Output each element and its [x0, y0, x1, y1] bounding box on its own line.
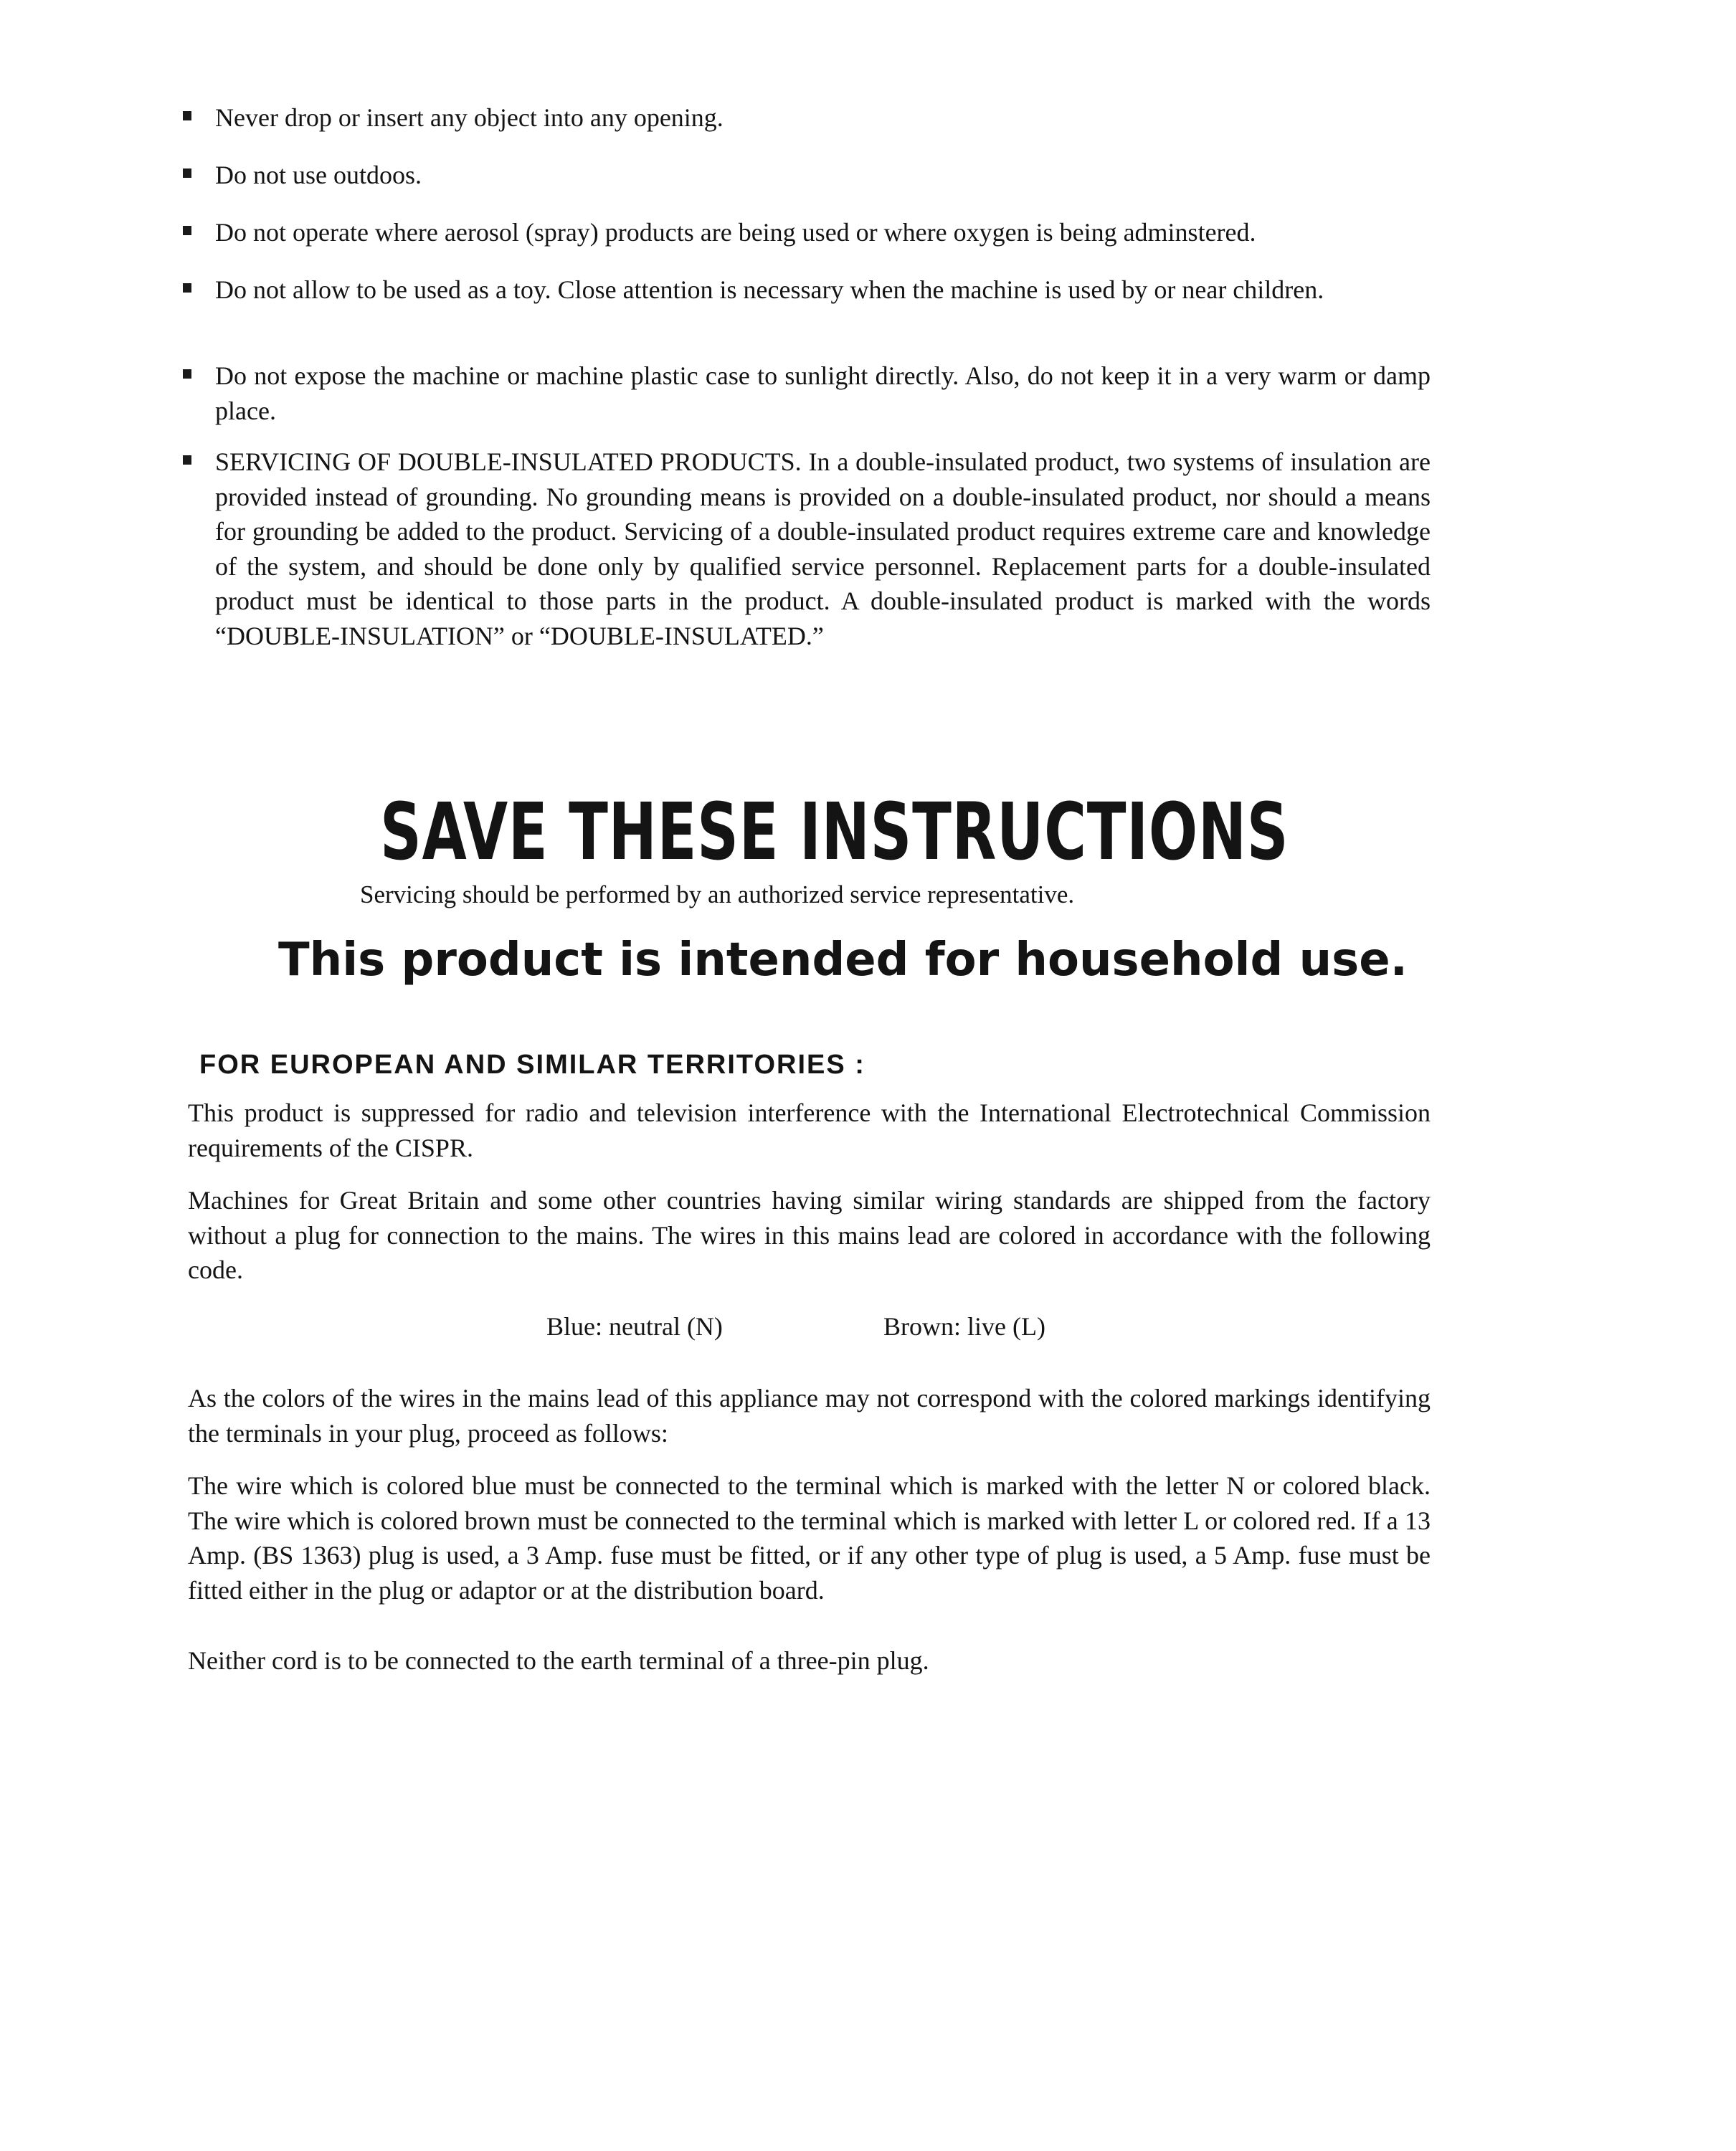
bullet-square-icon	[183, 168, 191, 178]
household-use-notice: This product is intended for household use.	[278, 934, 1408, 987]
wire-colors-paragraph: As the colors of the wires in the mains lead of this appliance may not correspond with the colored markings identifying the terminals in your plug, proceed as follows:	[188, 1384, 1431, 1448]
safety-bullet-text: Do not allow to be used as a toy. Close attention is necessary when the machine is used by or near children.	[215, 275, 1324, 304]
safety-bullet-text: Do not operate where aerosol (spray) products are being used or where oxygen is being adminstered.	[215, 218, 1256, 247]
wire-connection-paragraph: The wire which is colored blue must be connected to the terminal which is marked with the letter N or colored black. The wire which is colored brown must be connected to the terminal which is marked with letter L or colored red. If a 13 Amp. (BS 1363) plug is used, a 3 Amp. fuse must be fitted, or if any other type of plug is used, a 5 Amp. fuse must be fitted either in the plug or adaptor or at the distribution board.	[188, 1471, 1431, 1605]
cispr-paragraph: This product is suppressed for radio and television interference with the International Electrotechnical Commission requirements of the CISPR.	[188, 1098, 1431, 1162]
wire-code-blue: Blue: neutral (N)	[546, 1312, 723, 1341]
safety-bullet-item	[215, 215, 1431, 250]
bullet-square-icon	[183, 369, 191, 379]
safety-bullet-text: Never drop or insert any object into any opening.	[215, 103, 724, 132]
safety-bullet-item	[215, 358, 1431, 428]
safety-bullet-item	[215, 445, 1431, 653]
save-instructions-title: SAVE THESE INSTRUCTIONS	[380, 786, 1289, 878]
wiring-standards-paragraph: Machines for Great Britain and some other countries having similar wiring standards are shipped from the factory without a plug for connection to the mains. The wires in this mains lead are colored in accordance with the following code.	[188, 1186, 1431, 1284]
european-territories-heading: FOR EUROPEAN AND SIMILAR TERRITORIES :	[199, 1050, 865, 1080]
safety-bullet-text: SERVICING OF DOUBLE-INSULATED PRODUCTS. In a double-insulated product, two systems of insulation are provided instead of grounding. No grounding means is provided on a double-insulated product, nor should a means for grounding be added to the product. Servicing of a double-insulated product requires extreme care and knowledge of the system, and should be done only by qualified service personnel. Replacement parts for a double-insulated product must be identical to those parts in the product. A double-insulated product is marked with the words “DOUBLE-INSULATION” or “DOUBLE-INSULATED.”	[215, 447, 1431, 650]
bullet-square-icon	[183, 283, 191, 293]
earth-terminal-paragraph: Neither cord is to be connected to the earth terminal of a three-pin plug.	[188, 1646, 929, 1675]
bullet-square-icon	[183, 226, 191, 235]
safety-bullet-item	[215, 158, 1431, 193]
wire-code-brown: Brown: live (L)	[883, 1312, 1045, 1341]
safety-bullet-item	[215, 100, 1431, 136]
service-note: Servicing should be performed by an authorized service representative.	[360, 880, 1075, 908]
bullet-square-icon	[183, 111, 191, 120]
safety-bullet-item	[215, 272, 1431, 308]
bullet-square-icon	[183, 455, 191, 465]
safety-bullet-text: Do not expose the machine or machine plastic case to sunlight directly. Also, do not keep it in a very warm or damp place.	[215, 361, 1431, 425]
safety-bullet-text: Do not use outdoos.	[215, 161, 422, 189]
